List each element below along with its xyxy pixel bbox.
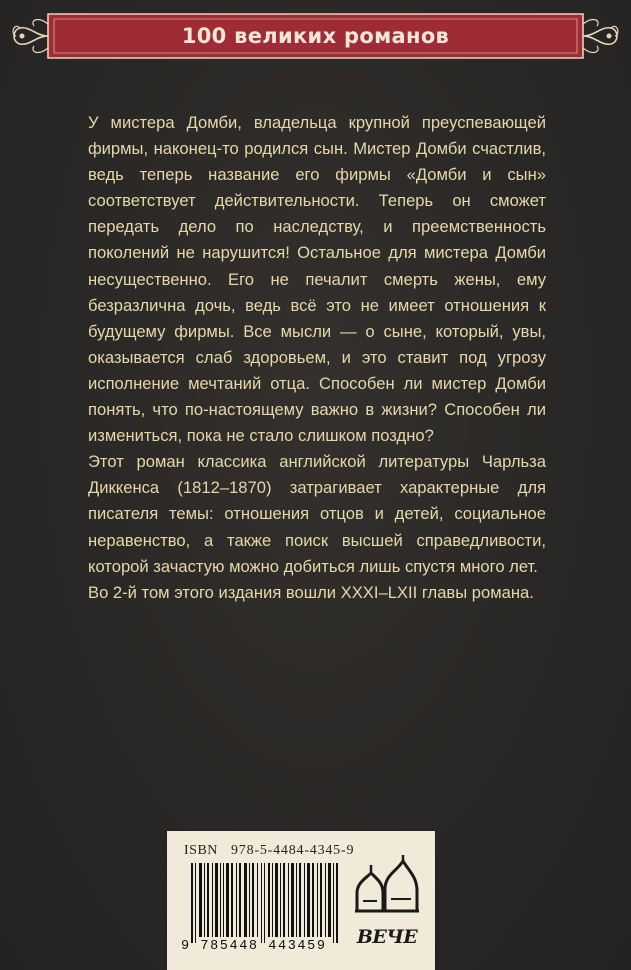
isbn-label: ISBN bbox=[184, 843, 218, 858]
series-banner bbox=[8, 8, 623, 64]
description-paragraph-3: Во 2-й том этого издания вошли XXXI–LXII главы романа. bbox=[88, 582, 534, 602]
barcode-icon bbox=[191, 863, 341, 943]
series-title: 100 великих романов bbox=[181, 24, 450, 48]
description-paragraph-1: У мистера Домби, владельца крупной преуспевающей фирмы, наконец-то родился сын. Мистер Домби счастлив, ведь теперь название его фирмы «Домби и сын» соответствует действительности. Теперь он сможет передать дело по наследству, и преемственность поколений не нарушится! Остальное для мистера Домби несущественно. Его не печалит смерть жены, ему безразлична дочь, ведь всё это не имеет отношения к будущему фирмы. Все мысли — о сыне, который, увы, оказывается слаб здоровьем, и это ставит под угрозу исполнение мечтаний отца. Способен ли мистер Домби понять, что по-настоящему важно в жизни? Способен ли измениться, пока не стало слишком поздно? bbox=[88, 113, 546, 446]
description-paragraph-2: Этот роман классика английской литературы Чарльза Диккенса (1812–1870) затрагивает характерные для писателя темы: отношения отцов и детей, социальное неравенство, а также поиск высшей справедливости, которой зачастую можно добиться лишь спустя много лет. bbox=[88, 452, 546, 576]
barcode-digits: 9 785448 443459 bbox=[181, 939, 327, 954]
barcode-sticker bbox=[167, 831, 435, 970]
publisher-name: ВЕЧЕ bbox=[356, 926, 418, 948]
isbn-number: 978-5-4484-4345-9 bbox=[231, 843, 355, 858]
onion-dome-icon bbox=[351, 853, 421, 925]
book-description bbox=[88, 110, 546, 606]
